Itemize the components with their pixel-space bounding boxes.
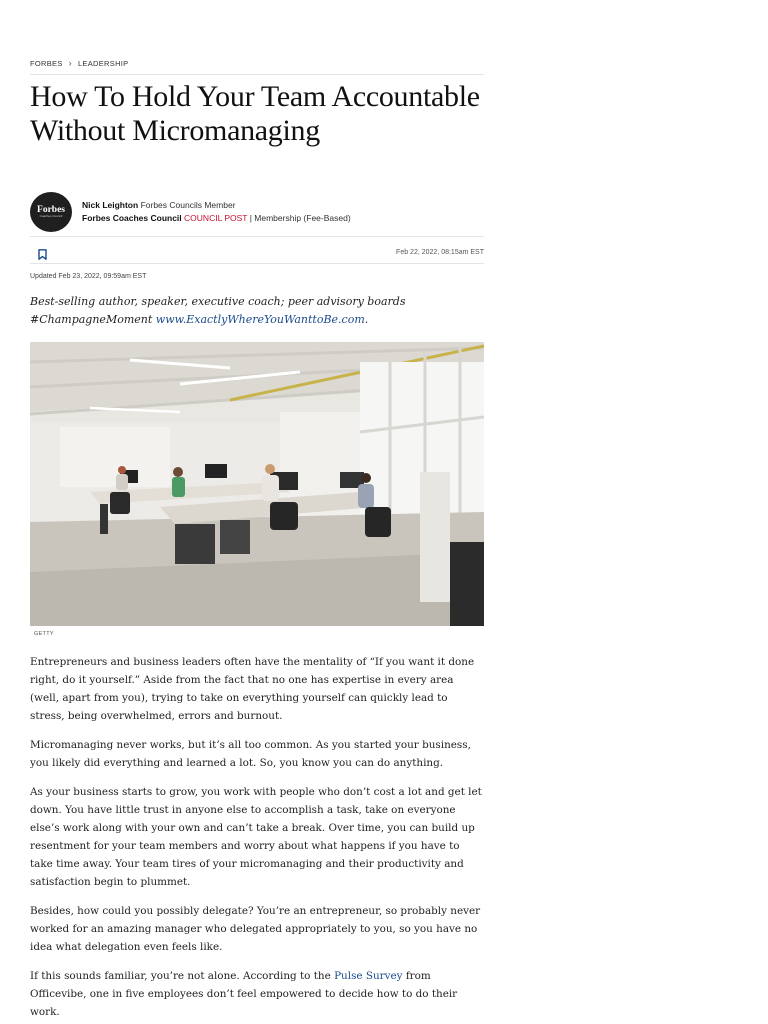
paragraph-text: If this sounds familiar, you’re not alone. According to the <box>30 970 335 982</box>
article-title: How To Hold Your Team Accountable Without Micromanaging <box>30 80 480 147</box>
bookmark-icon[interactable] <box>38 249 47 260</box>
paragraph: Besides, how could you possibly delegate? You’re an entrepreneur, so probably never worked for an amazing manager who delegated appropriately to you, so you have no idea what delegation even feels like. <box>30 905 481 953</box>
author-bio <box>30 293 484 329</box>
breadcrumb-leadership-link[interactable]: LEADERSHIP <box>77 59 129 68</box>
paragraph: Entrepreneurs and business leaders often have the mentality of “If you want it done right, do it yourself.” Aside from the fact that no one has expertise in every area (well, apart from you), trying to take on everything yourself can quickly lead to stress, being overwhelmed, errors and burnout. <box>30 656 475 722</box>
author-name-link[interactable]: Nick Leighton <box>82 200 139 210</box>
office-photo <box>30 342 484 626</box>
membership-label: | Membership (Fee-Based) <box>249 213 351 223</box>
author-website-link[interactable]: www.ExactlyWhereYouWanttoBe.com <box>155 313 365 326</box>
paragraph: As your business starts to grow, you work with people who don’t cost a lot and get let down. You have little trust in anyone else to accomplish a task, take on everyone else’s work along with your own and can’t take a break. Over time, you can build up resentment for your team members and worry about what happens if you have to take time away. Your team tires of your micromanaging and their productivity and satisfaction begin to plummet. <box>30 786 482 888</box>
chevron-right-icon: › <box>68 58 72 68</box>
published-date: Feb 22, 2022, 08:15am EST <box>396 249 484 256</box>
avatar-logo-text: Forbes <box>37 205 65 216</box>
paragraph: Micromanaging never works, but it’s all too common. As you started your business, you likely did everything and learned a lot. So, you know you can do anything. <box>30 739 471 769</box>
author-role: Forbes Councils Member <box>140 200 236 210</box>
updated-date: Updated Feb 23, 2022, 09:59am EST <box>30 273 147 280</box>
pulse-survey-link[interactable]: Pulse Survey <box>334 970 403 982</box>
hero-image <box>30 342 484 626</box>
byline-text <box>82 199 351 225</box>
paragraph-text: from Officevibe, one in five employees don’t feel empowered to decide how to do their work. <box>30 970 458 1018</box>
author-avatar[interactable] <box>30 192 72 232</box>
avatar-sub-text: Coaches Council <box>39 214 63 219</box>
image-caption: GETTY <box>34 631 54 637</box>
article-body <box>30 653 484 1024</box>
council-post-label[interactable]: COUNCIL POST <box>184 213 248 223</box>
breadcrumb <box>30 59 484 75</box>
author-bio-text: Best-selling author, speaker, executive coach; peer advisory boards #ChampagneMoment <box>30 295 406 326</box>
article-meta-row <box>30 236 484 264</box>
council-link[interactable]: Forbes Coaches Council <box>82 213 182 223</box>
author-bio-end: . <box>364 313 369 326</box>
paragraph <box>30 967 484 1021</box>
byline <box>30 192 484 232</box>
breadcrumb-forbes-link[interactable]: FORBES <box>30 59 63 68</box>
